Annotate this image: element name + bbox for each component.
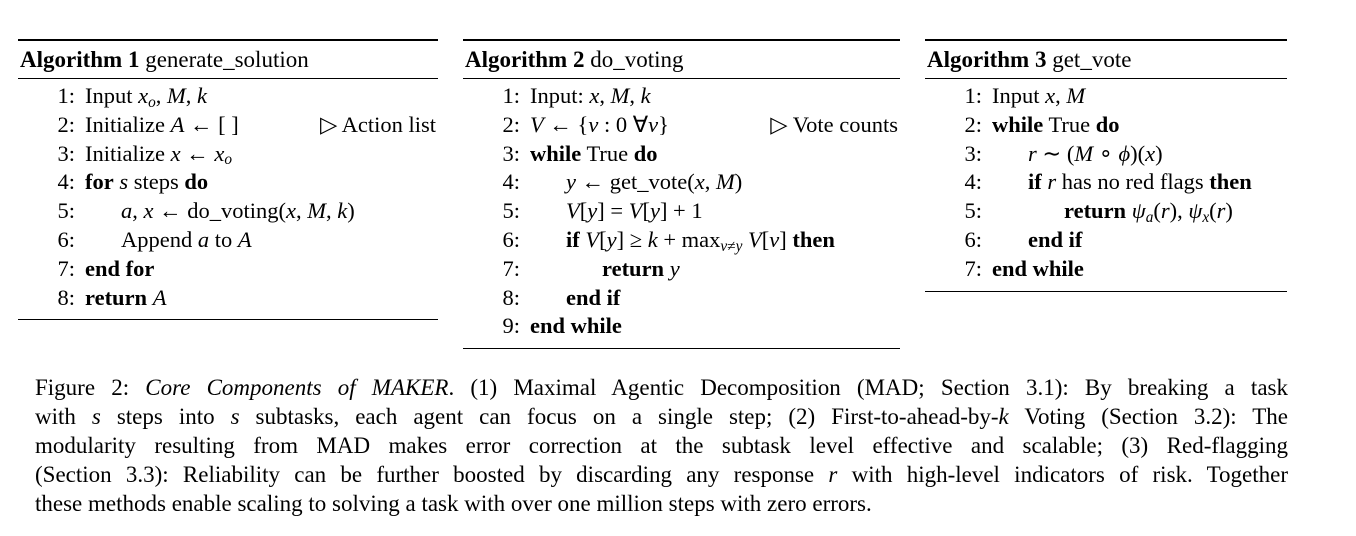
algorithm-line <box>463 111 900 140</box>
caption-line: modularity resulting from MAD makes error correction at the subtask level effective and scalable; (3) Red-flagging <box>35 432 1288 458</box>
algorithm-line <box>463 255 900 284</box>
algorithm-line <box>925 197 1287 226</box>
line-comment: ▷ Action list <box>319 111 436 137</box>
line-code: end if <box>566 284 621 310</box>
algorithm-1-name: generate_solution <box>145 47 309 72</box>
line-number: 7: <box>57 255 75 281</box>
line-number: 6: <box>502 226 520 252</box>
algorithm-line <box>18 111 438 140</box>
line-number: 4: <box>57 169 75 195</box>
algorithm-line <box>925 255 1287 284</box>
algorithm-2-header <box>463 41 900 79</box>
algorithm-3-lines <box>925 79 1287 292</box>
algorithm-line <box>463 284 900 313</box>
algorithm-1-header <box>18 41 438 79</box>
line-number: 4: <box>964 169 982 195</box>
line-number: 3: <box>502 140 520 166</box>
line-number: 2: <box>57 111 75 137</box>
line-code: a, x ← do_voting(x, M, k) <box>121 198 355 224</box>
algorithm-line <box>463 226 900 255</box>
line-number: 1: <box>964 83 982 108</box>
algorithm-line <box>925 226 1287 255</box>
figure-caption <box>35 374 1288 519</box>
line-number: 7: <box>964 255 982 281</box>
caption-line: with s steps into s subtasks, each agent can focus on a single step; (2) First-to-ahead-by-k Voting (Section 3.2): The <box>35 403 1289 429</box>
line-code: return $\psi_a(r)$, $\psi_x(r)$ <box>1064 198 1233 226</box>
algorithm-line <box>18 82 438 111</box>
line-number: 1: <box>57 83 75 108</box>
line-number: 9: <box>502 313 520 339</box>
algorithm-line <box>925 111 1287 140</box>
line-code: return A <box>85 284 167 310</box>
algorithm-line <box>925 168 1287 197</box>
algorithm-3-block <box>925 39 1287 292</box>
caption-line: these methods enable scaling to solving a task with over one million steps with zero errors. <box>35 490 872 516</box>
algorithm-line <box>18 226 438 255</box>
line-number: 3: <box>964 140 982 166</box>
algorithm-line <box>18 197 438 226</box>
algorithm-2-block <box>463 39 900 349</box>
caption-line: Figure 2: Core Components of MAKER. (1) Maximal Agentic Decomposition (MAD; Section 3.1): By breaking a task <box>35 375 1288 400</box>
algorithm-3-name: get_vote <box>1052 47 1132 72</box>
line-code: Append a to A <box>121 226 252 252</box>
algorithm-line <box>925 82 1287 111</box>
line-code: V ← {v : 0 ∀v} <box>530 111 669 137</box>
line-code: Input: x, M, k <box>530 83 651 108</box>
algorithm-line <box>18 168 438 197</box>
algorithm-3-label: Algorithm 3 <box>927 47 1047 72</box>
line-number: 8: <box>502 284 520 310</box>
algorithm-1-label: Algorithm 1 <box>20 47 140 72</box>
line-number: 6: <box>57 226 75 252</box>
algorithm-line <box>463 197 900 226</box>
line-code: y ← get_vote(x, M) <box>566 169 743 195</box>
algorithm-3-header <box>925 41 1287 79</box>
line-code: end while <box>530 313 622 339</box>
algorithm-line <box>18 255 438 284</box>
line-code: end while <box>992 255 1084 281</box>
line-code: if $V[y] \ge k + \max_{v\ne y} V[v]$ then <box>566 226 835 255</box>
algorithm-line <box>18 140 438 169</box>
line-code: Input x, M <box>992 83 1086 108</box>
algorithm-line <box>925 140 1287 169</box>
algorithm-2-label: Algorithm 2 <box>465 47 585 72</box>
line-number: 8: <box>57 284 75 310</box>
line-code: Initialize A ← [ ] <box>85 111 239 137</box>
line-comment: ▷ Vote counts <box>770 111 898 137</box>
line-number: 3: <box>57 140 75 166</box>
line-number: 5: <box>964 198 982 224</box>
line-code: Initialize x ← $x_o$ <box>85 140 232 169</box>
algorithm-line <box>18 284 438 313</box>
line-code: return y <box>602 255 680 281</box>
line-number: 1: <box>502 83 520 108</box>
line-code: if r has no red flags then <box>1028 169 1252 195</box>
algorithm-2-name: do_voting <box>590 47 684 72</box>
algorithm-line <box>463 82 900 111</box>
algorithm-line <box>463 312 900 341</box>
line-number: 7: <box>502 255 520 281</box>
line-code: Input $x_o$, M, k <box>85 83 208 111</box>
line-code: end for <box>85 255 155 281</box>
algorithm-1-lines <box>18 79 438 320</box>
line-number: 5: <box>57 198 75 224</box>
caption-line: (Section 3.3): Reliability can be further boosted by discarding any response r with high-level indicators of risk. Together <box>35 461 1288 487</box>
line-code: for s steps do <box>85 169 209 195</box>
line-number: 2: <box>502 111 520 137</box>
line-code: end if <box>1028 226 1083 252</box>
line-number: 4: <box>502 169 520 195</box>
algorithm-blocks-row <box>18 39 1287 349</box>
line-code: while True do <box>530 140 658 166</box>
line-code: V[y] = V[y] + 1 <box>566 198 703 224</box>
algorithm-1-block <box>18 39 438 320</box>
algorithm-line <box>463 140 900 169</box>
algorithm-2-lines <box>463 79 900 349</box>
line-number: 5: <box>502 198 520 224</box>
line-number: 6: <box>964 226 982 252</box>
line-code: r ∼ (M ∘ ϕ)(x) <box>1028 140 1163 166</box>
line-number: 2: <box>964 111 982 137</box>
algorithm-line <box>463 168 900 197</box>
line-code: while True do <box>992 111 1120 137</box>
